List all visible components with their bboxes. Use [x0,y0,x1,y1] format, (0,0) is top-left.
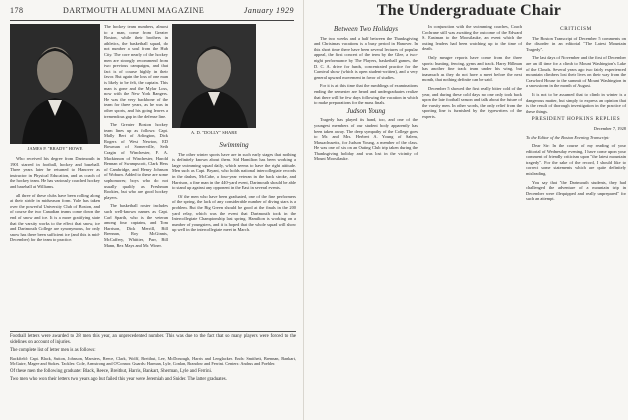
notice-paragraph: Football letters were awarded to 28 men this year, an unprecedented number. This was due to the fact that so many players were forced to the sidelines on account of injuries. [10,334,296,345]
notice-paragraph: The complete list of letter men is as follows: [10,348,96,353]
portrait-photo-howe [10,24,100,144]
caption-howe: JAMES P. "BRADY" HOWE [27,146,83,151]
right-page [308,0,628,420]
paragraph: all three of these clubs have been rolling along at their stride in midseason form. Yale has taken over the powerful University Club of Boston, and of course the two Canadian teams come down the end of snow and ice. It is a more gratifying state that the varsity works to the effect that snow, ice and Dartmouth College are synonymous, for only snow has there been sufficient ice (and this is mid-December) for the team to practice. [10,192,100,243]
paragraph: The two weeks and a half between the Thanksgiving and Christmas vacations is a busy period in Hanover. In this short time there have been several lectures of popular appeal, the first concert of the term by the Glee, a two-night performance by The Players, basketball games, the D. C. A. drive for funds, concentrated practice for the Carnival show (which is open student-written), and a very general upward movement in favor of studies. [314,35,418,80]
running-head [10,6,294,18]
paragraph: It is not to be assumed that to climb in winter is a dangerous matter, but simply to express an opinion that is the result of thorough investigation in the practice of these things. [526,91,626,114]
football-letters-notice [10,334,296,385]
right-column-1 [314,24,418,416]
letter-date: December 7, 1928 [593,125,626,131]
issue-date: January 1929 [243,6,294,15]
right-column-2 [422,24,522,416]
page-number: 178 [10,6,24,15]
left-column-2 [104,24,168,330]
left-column-3 [172,140,296,330]
section-heading-holidays: Between Two Holidays [333,25,399,33]
paragraph: The Boston Transcript of December 5 comments on the disorder in an editorial "The Latest Mountain Tragedy". [526,35,626,52]
caption-share: A. D. "DOLLY" SHARE [190,130,238,135]
subhead-criticism: CRITICISM [560,26,592,32]
page-gutter [303,0,304,420]
paragraph: In conjunction with the swimming coaches, Coach Cochrane still was awaiting the outcome of the Edward S. Eastman to the Moosilauke, an event which the outing leaders had been watching up to the time of death. [422,24,522,52]
portrait-photo-share [172,24,256,128]
paragraph: Tragedy has played its hand, too, and one of the youngest members of our student body apparently has been taken away. The deep sympathy of the College goes to Mr. and Mrs. Herbert A. Young of Salem, Massachusetts, for Judson Young, a member of the class. He was one of six on an Outing Club trip taken during the Thanksgiving holiday and was lost in the vicinity of Mount Moosilauke. [314,117,418,162]
masthead-title: The Undergraduate Chair [376,2,562,19]
paragraph: Only meagre reports have come from the three sports: hunting, fencing, gyms and track. Harry Hillman has another fine track team under his wing, but inasmuch as they do not have a meet before the next month, that nothing definite can be said. [422,54,522,83]
paragraph: Of the men who have been graduated, one of the fine performers of the spring, the lack of any considerable number of diving stars is a problem. But the Big Green should be good at the finals in the 200 yard relay, which was the event that Dartmouth took in the Intercollegiate Championship last spring. Hamilton is working on a number of youngsters, and it is hoped that the whole squad will show up well in the intercollegiate meet in March. [172,193,296,233]
section-heading-judson-young: Judson Young [346,106,386,115]
left-column-1 [10,156,100,330]
notice-lineup: Backfield: Capt. Black, Sutton, Johnson, Marsters, Reece, Clark, Wolff, Breithut, Lee, McDonough, Harris and Lenglacker. Ends: Smithett, Brennan, Bankart, McGuire, Magee and Stokes. Tackles: Cole, Armstrong and O'Connor. Guards: Harman, Lyle, Conlan, Brandow and Ferrini. Centers: Andrus and Poehler. [10,356,296,367]
left-page [0,0,300,420]
right-column-3 [526,24,626,416]
paragraph: The Greater Boston hockey team lines up as follows: Capt. Mally Bert of Arlington, Dick Rogers of West Newton, ED Bowman of Somerville, Seth Cragin of Winchester, F. A. Mackinnon of Winchester, Harold Bennan of Swampscott, Clark Hess of Cambridge, and Henry Johnson of Woburn. Added to these are some sophomores; boys who do not usually qualify as Freshman Rookies, but who are good hockey players. [104,122,168,200]
paragraph: The hockey team numbers, almost to a man, come from Greater Boston, while their brothers in athletics, the basketball squad, do not number a soul from the Hub City. The core nearly of the hockey men are strongly recommend from two previous campaigns, and that fact is of course highly in their favor. But again the loss of one man is likely to be felt, the captain. This man is gone and the Mylar Loss, now with the New York Rangers. He was the very backbone of the team for three years, as he was in other sports, and his going leaves a tremendous gap in the defense line. [104,24,168,119]
paragraph: December 5 showed the first really bitter cold of the year, and during these cold days no one only took back upon the late football season and talk about the future of the varsity men. In other words, the only relief from the sporting line is furnished by the typewriters of the experts. [422,85,522,119]
notice-paragraph: Two men who won their letters two years ago but failed this year were Jeremiah and Snider. The latter graduates. [10,376,227,382]
paragraph: You say that "the Dartmouth students, they had challenged the adventure of a mountain trip in December were illequipped and really unprepared" for such an attempt. [526,179,626,202]
subhead-president-replies: PRESIDENT HOPKINS REPLIES [531,116,621,123]
notice-paragraph: Of these men the following graduate: Black, Reece, Breithut, Harris, Bankart, Sherman, Lyle and Ferrini. [10,368,213,374]
paragraph: The other winter sports have are in such early stages that nothing is definitely known about them. Sid Hamilton has been working a large swimming squad daily, which seems to have the right attitude. Men such as Capt. Bryant, who holds national intercollegiate records in the dashes, McCabe, a four-year veteran in the back stroke, and Harrison, a fine man in the 440-yard event, Dartmouth should be able to stand up against any opponent in the East in several events. [172,151,296,191]
header-rule [10,20,294,21]
paragraph: Who received his degree from Dartmouth in 1901 starred in football, hockey and baseball. Three years later he returned to Hanover as instructor in Physical Education, and as coach of the hockey team. He has variously coached hockey and baseball at Williams. [10,156,100,189]
paragraph: Dear Sir: In the course of my reading of your editorial of Wednesday evening, I have come upon your comment of friendly criticism upon "the latest mountain tragedy". For the sake of the record, I should like to correct some statements which are quite definitely misleading. [526,143,626,177]
paragraph: The last days of November and the first of December are an ill time for a climb to Mount Washington's Lake of the Clouds. Several years ago two fairly experienced mountain climbers lost their lives on their way from the Crawford House to the summit of Mount Washington in a snowstorm in the month of August. [526,55,626,89]
letter-salutation: To the Editor of the Boston Evening Transcript: [526,134,610,140]
section-heading-swimming: Swimming [219,141,249,149]
notice-rule [10,331,296,332]
paragraph: The basketball roster includes such well-known names as Capt. Carl Sparth, who is the veteran among four captains, and Tom Harrison, Dick Merrill, Bill Brennan, Roy McGinnis, McCaffery, Whittier, Parr, Bill Mann, Rex Mays and Mr. Winer. [104,203,168,248]
paragraph: For it is at this time that the rumblings of examinations ending the semester are heard and undergraduates realize that there will be few days following the vacation in which to make preparations for the mass finals. [314,83,418,106]
running-title: DARTMOUTH ALUMNI MAGAZINE [62,6,205,15]
